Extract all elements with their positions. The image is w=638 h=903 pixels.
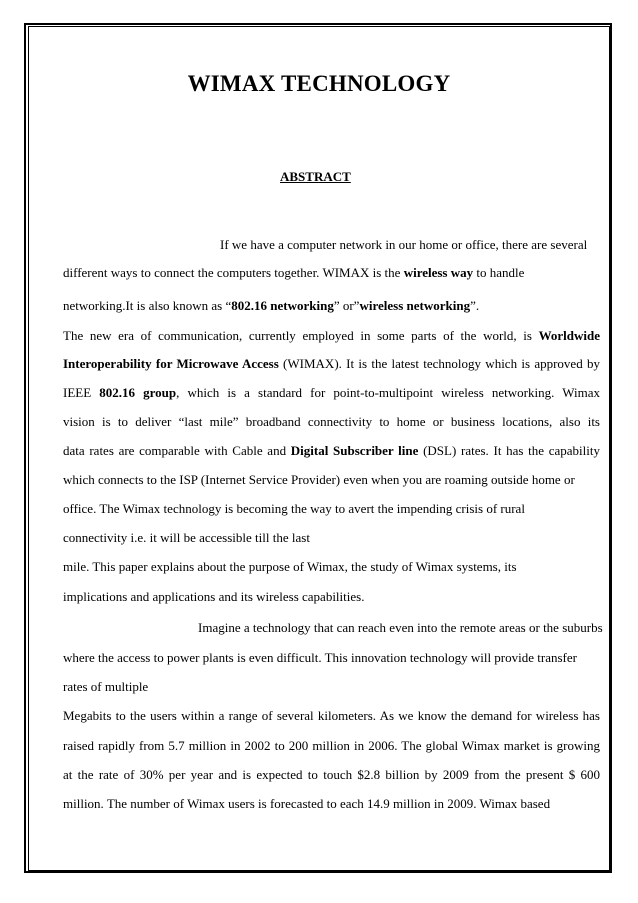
- body-line: [63, 356, 600, 372]
- body-line: [63, 298, 479, 314]
- text-run: IEEE: [63, 385, 100, 400]
- body-line: [63, 738, 600, 754]
- text-run: , which is a standard for point-to-multipoint wireless networking. Wimax: [176, 385, 600, 400]
- text-run: (WIMAX). It is the latest technology which is approved by: [278, 356, 600, 371]
- bold-term: Worldwide: [538, 328, 600, 343]
- text-run: connectivity i.e. it will be accessible till the last: [63, 530, 310, 545]
- body-line: [63, 443, 600, 459]
- text-run: If we have a computer network in our home or office, there are several: [220, 237, 588, 252]
- body-line: [63, 679, 148, 695]
- bold-term: wireless way: [403, 265, 474, 280]
- text-run: Megabits to the users within a range of several kilometers. As we know the demand for wireless has: [63, 708, 600, 723]
- text-run: where the access to power plants is even difficult. This innovation technology will provide transfer: [63, 650, 577, 665]
- body-line: [63, 265, 524, 281]
- body-line: [63, 472, 575, 488]
- text-run: ” or”: [333, 298, 360, 313]
- bold-term: 802.16 networking: [231, 298, 334, 313]
- body-line: [63, 328, 600, 344]
- text-run: data rates are comparable with Cable and: [63, 443, 291, 458]
- text-run: at the rate of 30% per year and is expected to touch $2.8 billion by 2009 from the present $ 600: [63, 767, 600, 782]
- body-line: [63, 501, 525, 517]
- bold-term: 802.16 group: [99, 385, 177, 400]
- text-run: Imagine a technology that can reach even into the remote areas or the suburbs: [198, 620, 603, 635]
- text-run: office. The Wimax technology is becoming the way to avert the impending crisis of rural: [63, 501, 525, 516]
- body-line: [63, 796, 550, 812]
- body-line: [198, 620, 603, 636]
- body-line: [63, 589, 364, 605]
- text-run: mile. This paper explains about the purpose of Wimax, the study of Wimax systems, its: [63, 559, 517, 574]
- body-line: [63, 385, 600, 401]
- body-line: [63, 650, 577, 666]
- bold-term: wireless networking: [359, 298, 471, 313]
- body-line: [63, 708, 600, 724]
- text-run: implications and applications and its wireless capabilities.: [63, 589, 365, 604]
- text-run: The new era of communication, currently employed in some parts of the world, is: [63, 328, 539, 343]
- document-title: WIMAX TECHNOLOGY: [187, 71, 451, 96]
- abstract-heading: ABSTRACT: [280, 169, 351, 184]
- bold-term: Digital Subscriber line: [290, 443, 419, 458]
- text-run: raised rapidly from 5.7 million in 2002 to 200 million in 2006. The global Wimax market is growing: [63, 738, 600, 753]
- text-run: million. The number of Wimax users is forecasted to each 14.9 million in 2009. Wimax based: [63, 796, 551, 811]
- text-run: to handle: [473, 265, 525, 280]
- text-run: networking.It is also known as “: [63, 298, 232, 313]
- body-line: [63, 414, 600, 430]
- bold-term: Interoperability for Microwave Access: [63, 356, 279, 371]
- text-run: vision is to deliver “last mile” broadband connectivity to home or business locations, also its: [63, 414, 600, 429]
- text-run: (DSL) rates. It has the capability: [418, 443, 600, 458]
- body-line: [63, 559, 517, 575]
- body-line: [63, 530, 310, 546]
- body-line: [63, 767, 600, 783]
- body-line: [220, 237, 587, 253]
- text-run: ”.: [470, 298, 480, 313]
- text-run: different ways to connect the computers together. WIMAX is the: [63, 265, 404, 280]
- text-run: rates of multiple: [63, 679, 149, 694]
- text-run: which connects to the ISP (Internet Service Provider) even when you are roaming outside home or: [63, 472, 575, 487]
